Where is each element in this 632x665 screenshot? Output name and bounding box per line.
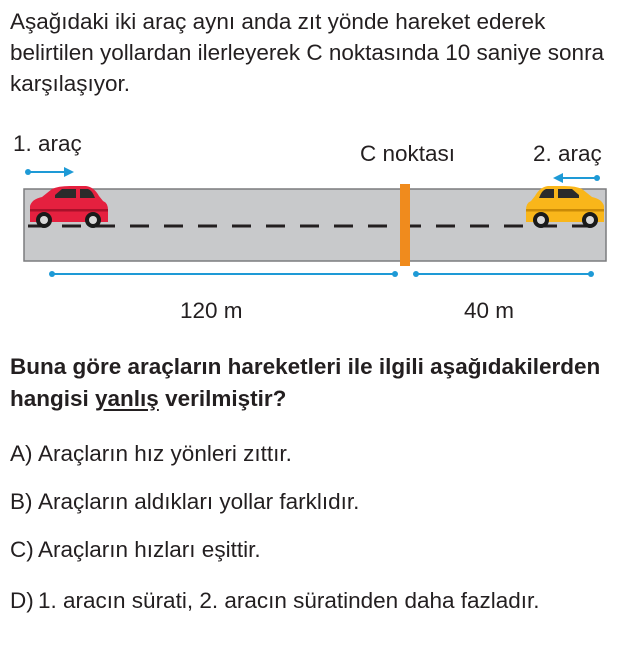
option-a[interactable] [10, 438, 624, 470]
car2-direction-arrow [553, 173, 600, 183]
question-text-1: Buna göre araçların hareketleri ile ilgili aşağıdakilerden hangisi [10, 354, 601, 411]
car2-label: 2. araç [533, 141, 602, 166]
option-text: 1. aracın sürati, 2. aracın süratinden daha fazladır. [38, 588, 540, 613]
distance2-label: 40 m [464, 298, 515, 323]
option-c[interactable] [10, 534, 624, 566]
option-text: Araçların hız yönleri zıttır. [38, 441, 292, 466]
point-c-marker [400, 184, 410, 266]
option-letter: A) [10, 441, 33, 466]
option-text: Araçların hızları eşittir. [38, 537, 261, 562]
question-text-2: verilmiştir? [158, 386, 287, 411]
option-letter: B) [10, 489, 33, 514]
car1-direction-arrow [25, 167, 74, 177]
distance1-line [49, 271, 398, 277]
option-letter: C) [10, 537, 34, 562]
option-letter: D) [10, 588, 34, 613]
car1-label: 1. araç [13, 131, 82, 156]
question-stem [10, 351, 624, 415]
option-b[interactable] [10, 486, 624, 518]
distance1-label: 120 m [180, 298, 243, 323]
problem-intro: Aşağıdaki iki araç aynı anda zıt yönde hareket ederek belirtilen yollardan ilerleyerek C noktasında 10 saniye sonra karşılaşıyor. [10, 9, 605, 96]
question-emphasis: yanlış [95, 386, 159, 411]
distance2-line [413, 271, 594, 277]
option-d[interactable] [10, 585, 624, 617]
point-c-label: C noktası [360, 141, 456, 166]
option-text: Araçların aldıkları yollar farklıdır. [38, 489, 360, 514]
